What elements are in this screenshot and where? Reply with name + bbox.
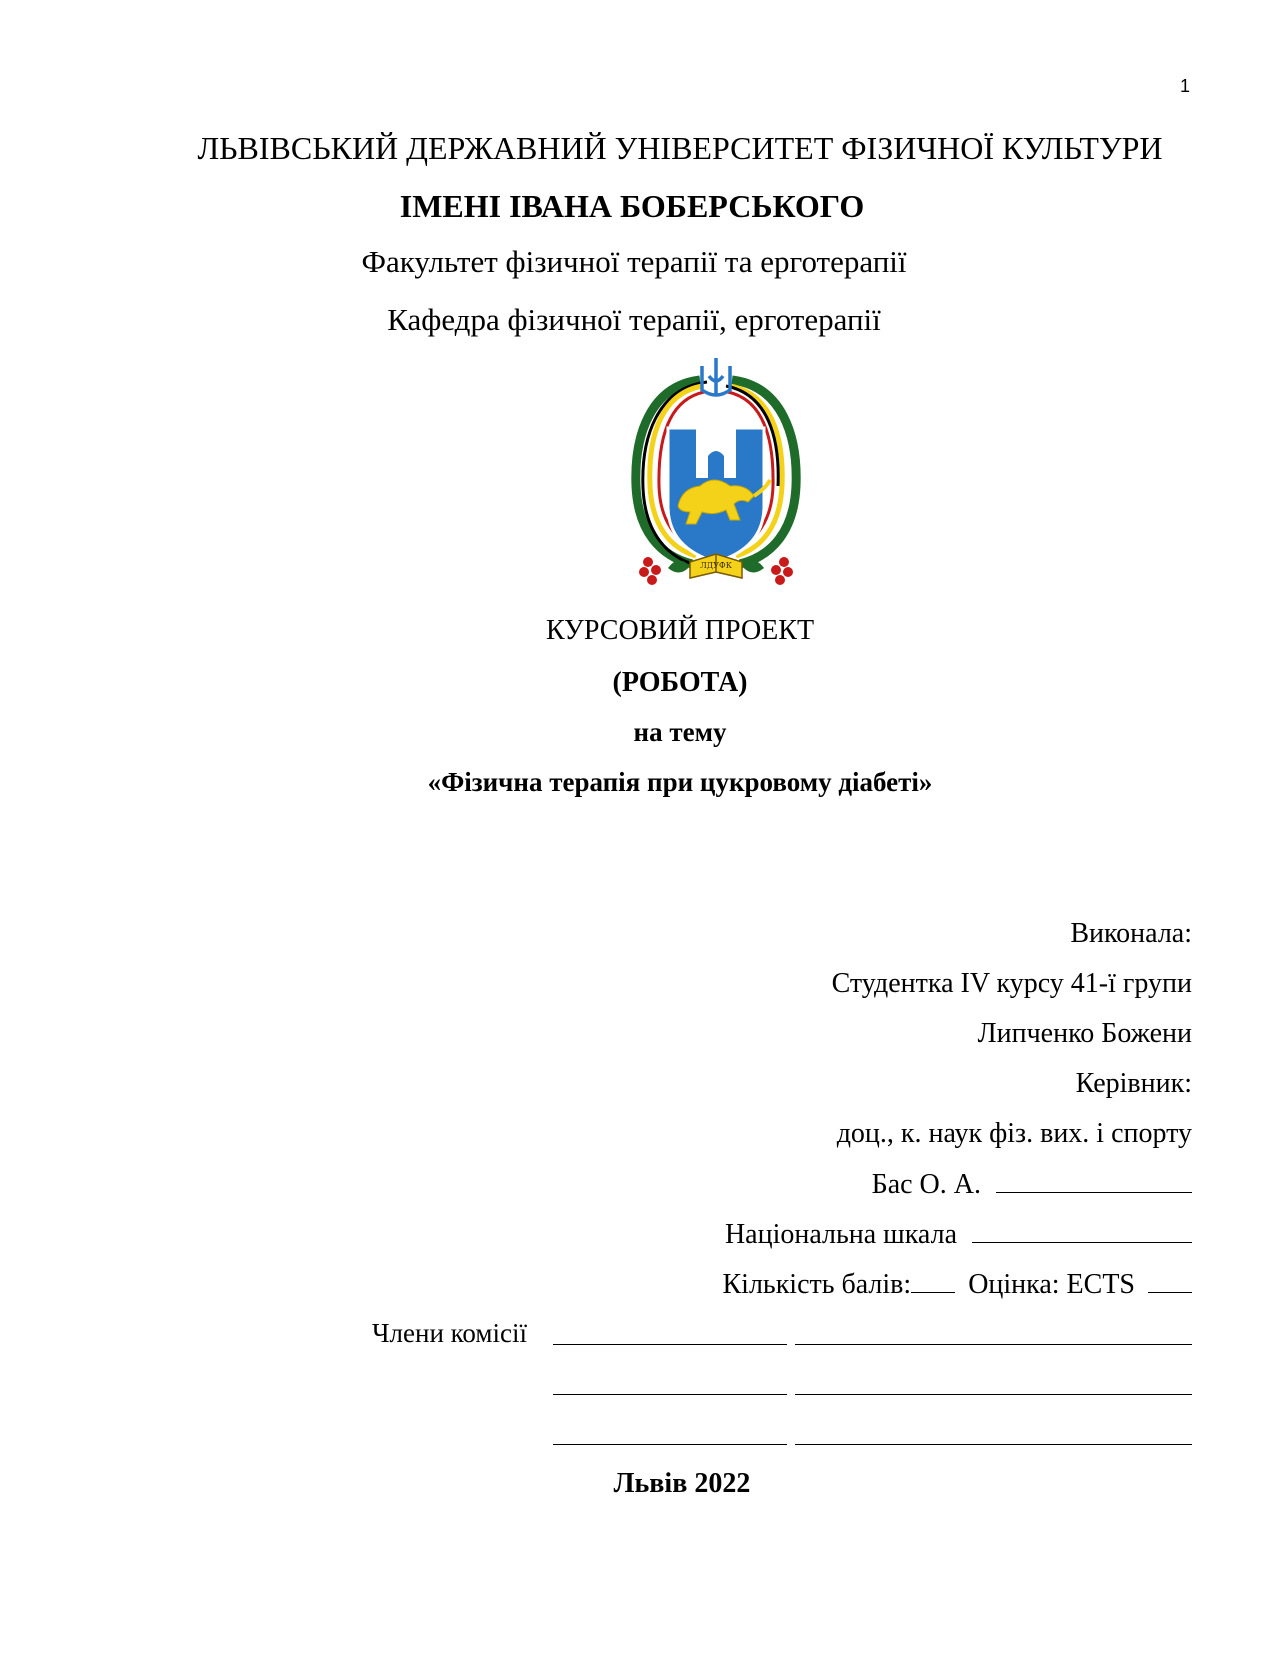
- svg-text:ЛДУФК: ЛДУФК: [700, 561, 732, 570]
- work-subtype: (РОБОТА): [612, 667, 748, 698]
- commission-signature-blank-2: [795, 1394, 1192, 1395]
- department-name: Кафедра фізичної терапії, ерготерапії: [387, 302, 881, 337]
- commission-label: Члени комісії: [372, 1318, 527, 1348]
- points-label: Кількість балів:: [722, 1269, 912, 1300]
- commission-name-blank-1: [553, 1344, 787, 1345]
- commission-name-blank-2: [553, 1394, 787, 1395]
- performed-by-label: Виконала:: [1070, 918, 1192, 949]
- work-topic: «Фізична терапія при цукровому діабеті»: [427, 767, 933, 797]
- university-crest-icon: [630, 356, 802, 594]
- faculty-name: Факультет фізичної терапії та ерготерапії: [361, 244, 907, 279]
- grade-blank: [1148, 1268, 1192, 1293]
- work-type: КУРСОВИЙ ПРОЕКТ: [545, 615, 815, 646]
- supervisor-signature-row: [872, 1168, 1192, 1201]
- supervisor-name: Бас О. А.: [871, 1169, 981, 1200]
- national-scale-blank: [972, 1218, 1192, 1243]
- supervisor-label: Керівник:: [1075, 1068, 1192, 1099]
- commission-signature-blank-1: [795, 1344, 1192, 1345]
- page-number: 1: [1179, 76, 1190, 96]
- grade-label: Оцінка: ECTS: [968, 1269, 1135, 1300]
- city-year: Львів 2022: [613, 1468, 751, 1499]
- student-name: Липченко Божени: [977, 1018, 1192, 1049]
- points-blank: [911, 1268, 955, 1293]
- national-scale-row: [725, 1218, 1192, 1251]
- university-name: ЛЬВІВСЬКИЙ ДЕРЖАВНИЙ УНІВЕРСИТЕТ ФІЗИЧНОЇ КУЛЬТУРИ: [197, 130, 1163, 166]
- university-named-after: ІМЕНІ ІВАНА БОБЕРСЬКОГО: [399, 188, 865, 224]
- supervisor-title: доц., к. наук фіз. вих. і спорту: [836, 1118, 1192, 1149]
- supervisor-signature-blank: [996, 1168, 1192, 1193]
- commission-signature-blank-3: [795, 1444, 1192, 1445]
- commission-name-blank-3: [553, 1444, 787, 1445]
- points-grade-row: [723, 1268, 1193, 1301]
- on-topic-label: на тему: [633, 717, 727, 747]
- national-scale-label: Національна шкала: [724, 1219, 957, 1250]
- student-course: Студентка IV курсу 41-ї групи: [831, 968, 1192, 999]
